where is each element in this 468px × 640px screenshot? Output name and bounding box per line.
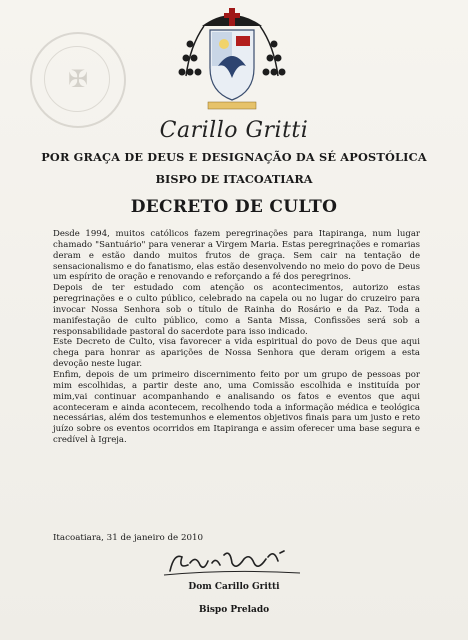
date-line: Itacoatiara, 31 de janeiro de 2010 bbox=[53, 533, 204, 543]
paragraph: Enfim, depois de um primeiro discernimento feito por um grupo de pessoas por mim escolhidas, a partir deste ano, uma Comissão escolhida e instituída por mim,vai continuar acompanhando e analisando os fatos e eventos que aqui aconteceram e ainda acontecem, recolhendo toda a informação médica e teológica necessárias, além dos testemunhos e elementos objetivos finais para um justo e reto juízo sobre os eventos ocorridos em Itapiranga e assim oferecer uma base segura e credível à Igreja. bbox=[53, 369, 420, 446]
motto-ribbon bbox=[208, 102, 256, 109]
signer-role: Bispo Prelado bbox=[198, 605, 270, 615]
decree-title: DECRETO DE CULTO bbox=[130, 197, 338, 217]
paragraph: Este Decreto de Culto, visa favorecer a vida espiritual do povo de Deus que aqui chega para honrar as aparições de Nossa Senhora que deram origem a esta devoção neste lugar. bbox=[53, 337, 420, 370]
signer-name: Dom Carillo Gritti bbox=[188, 582, 280, 592]
embossed-seal-stamp bbox=[30, 32, 126, 128]
bishop-line: BISPO DE ITACOATIARA bbox=[155, 172, 313, 186]
handwritten-signature bbox=[160, 545, 310, 579]
paragraph: Depois de ter estudado com atenção os acontecimentos, autorizo estas peregrinações e o culto público, celebrado na capela ou no lugar do cruzeiro para invocar Nossa Senhora sob o título de Rainha do Rosário e da Paz. Toda a manifestação de culto público, como a Santa Missa, Confissões será sob a responsabilidade pastoral do sacerdote para isso indicado. bbox=[53, 283, 420, 337]
grace-line: POR GRAÇA DE DEUS E DESIGNAÇÃO DA SÉ APOSTÓLICA bbox=[41, 150, 427, 164]
decree-body bbox=[53, 229, 420, 446]
paragraph: Desde 1994, muitos católicos fazem peregrinações para Itapiranga, num lugar chamado "Santuário" para venerar a Virgem Maria. Estas peregrinações e romarias deram e estão dando muitos frutos de graça. Sem cair na tentação de sensacionalismo e do fanatismo, elas estão desenvolvendo no meio do povo de Deus um espírito de oração e renovando e reforçando a fé dos peregrinos. bbox=[53, 229, 420, 283]
seal-cross-icon: ✠ bbox=[68, 65, 89, 93]
signature-title: Carillo Gritti bbox=[159, 118, 309, 143]
coat-of-arms bbox=[172, 6, 292, 112]
